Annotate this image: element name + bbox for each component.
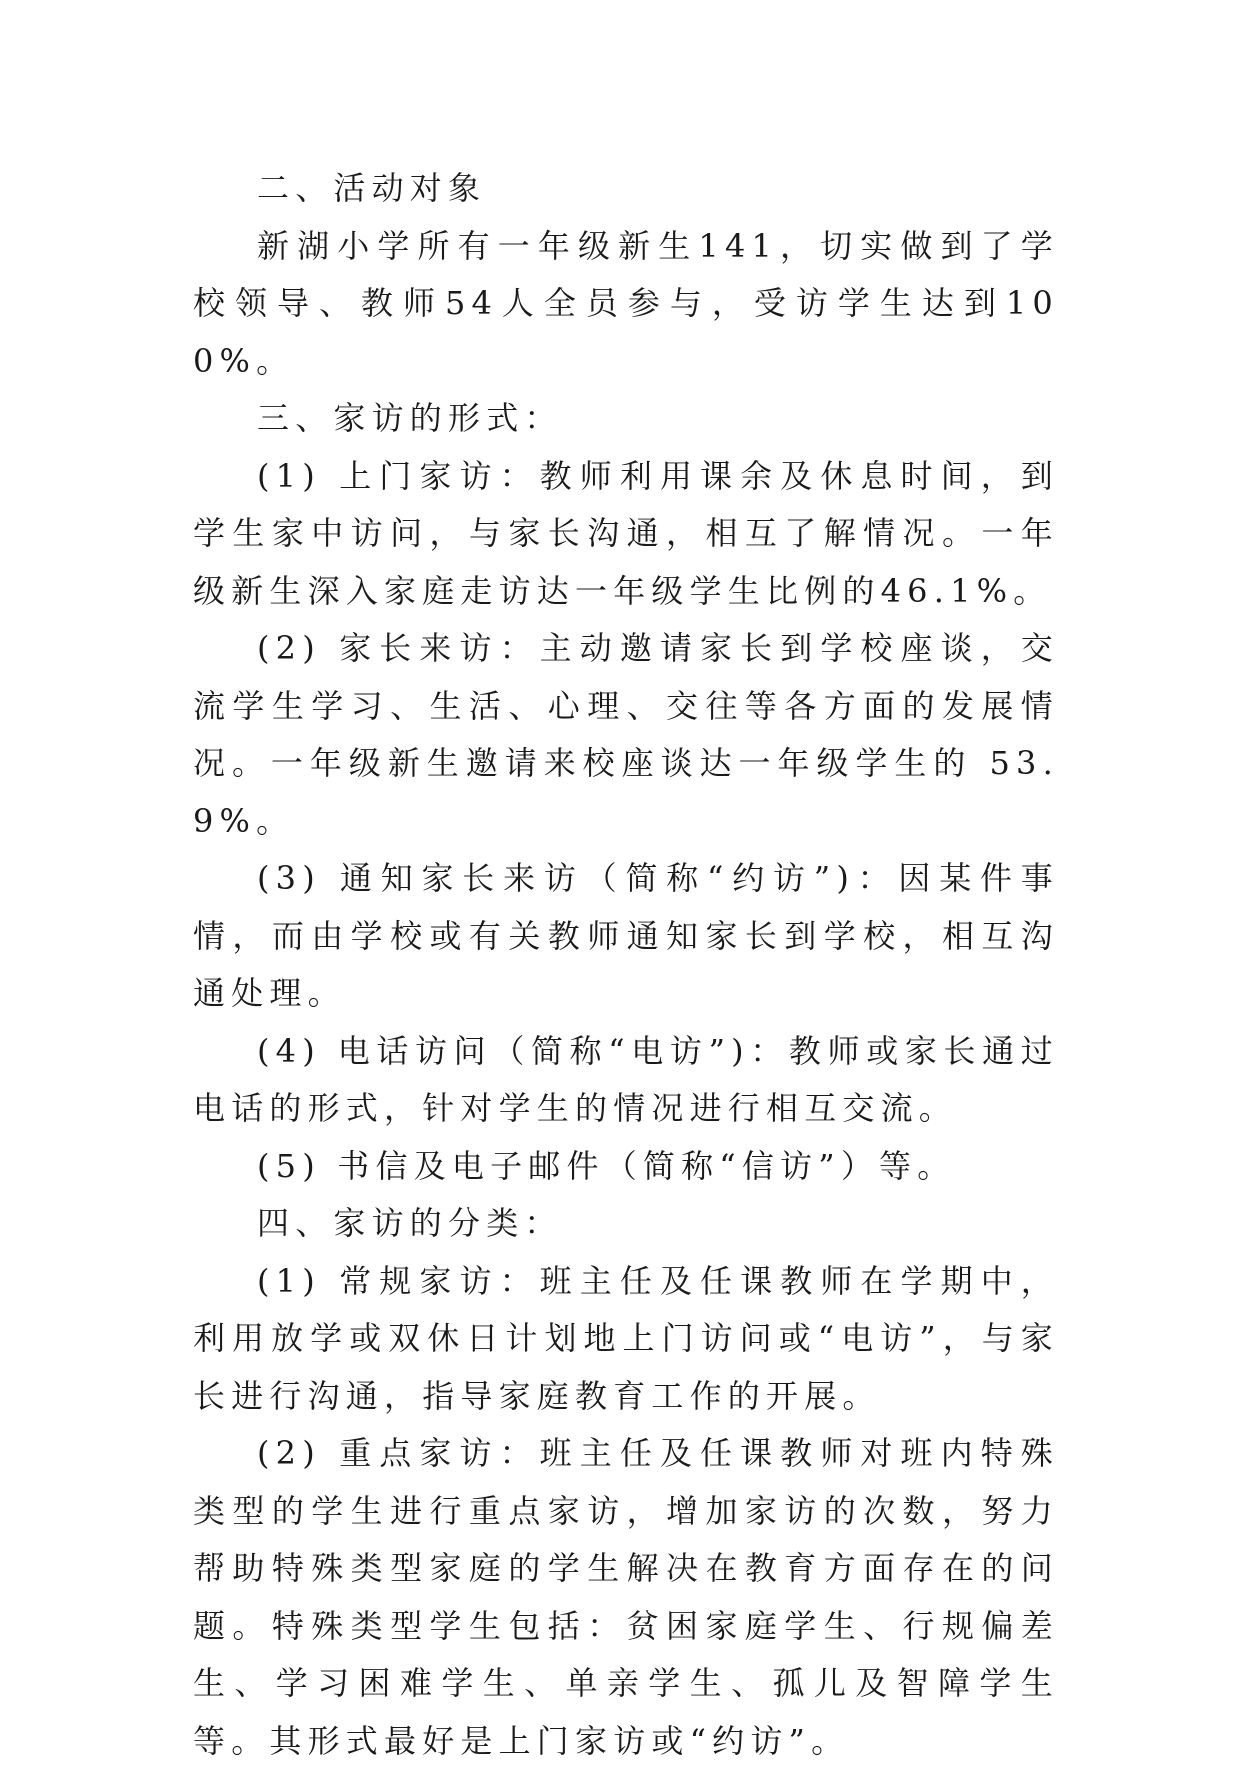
paragraph-form-appointment-visit: (3) 通知家长来访（简称“约访”)：因某件事情，而由学校或有关教师通知家长到学校，相互沟通处理。 [193, 859, 1059, 1012]
paragraph-category-key-visit: (2) 重点家访：班主任及任课教师对班内特殊类型的学生进行重点家访，增加家访的次数，努力帮助特殊类型家庭的学生解决在教育方面存在的问题。特殊类型学生包括：贫困家庭学生、行规偏差生、学习困难学生、单亲学生、孤儿及智障学生等。其形式最好是上门家访或“约访”。 [193, 1434, 1059, 1760]
paragraph-form-home-visit: (1) 上门家访：教师利用课余及休息时间，到学生家中访问，与家长沟通，相互了解情况。一年级新生深入家庭走访达一年级学生比例的46.1%。 [193, 456, 1059, 610]
paragraph-form-parent-visit: (2) 家长来访：主动邀请家长到学校座谈，交流学生学习、生活、心理、交往等各方面的发展情况。一年级新生邀请来校座谈达一年级学生的 53.9%。 [193, 629, 1059, 840]
paragraph-form-phone-visit: (4) 电话访问（简称“电访”)：教师或家长通过电话的形式，针对学生的情况进行相互交流。 [193, 1031, 1059, 1127]
paragraph-activity-targets: 新湖小学所有一年级新生141，切实做到了学校领导、教师54人全员参与，受访学生达到100%。 [193, 226, 1059, 380]
section-heading-visit-categories: 四、家访的分类： [257, 1204, 563, 1242]
document-body [193, 160, 1059, 1770]
paragraph-form-letter-visit: (5) 书信及电子邮件（简称“信访”）等。 [257, 1146, 956, 1185]
section-heading-visit-forms: 三、家访的形式： [257, 399, 563, 437]
paragraph-category-routine-visit: (1) 常规家访：班主任及任课教师在学期中，利用放学或双休日计划地上门访问或“电访”，与家长进行沟通，指导家庭教育工作的开展。 [193, 1261, 1059, 1415]
section-heading-activity-targets: 二、活动对象 [257, 169, 487, 207]
